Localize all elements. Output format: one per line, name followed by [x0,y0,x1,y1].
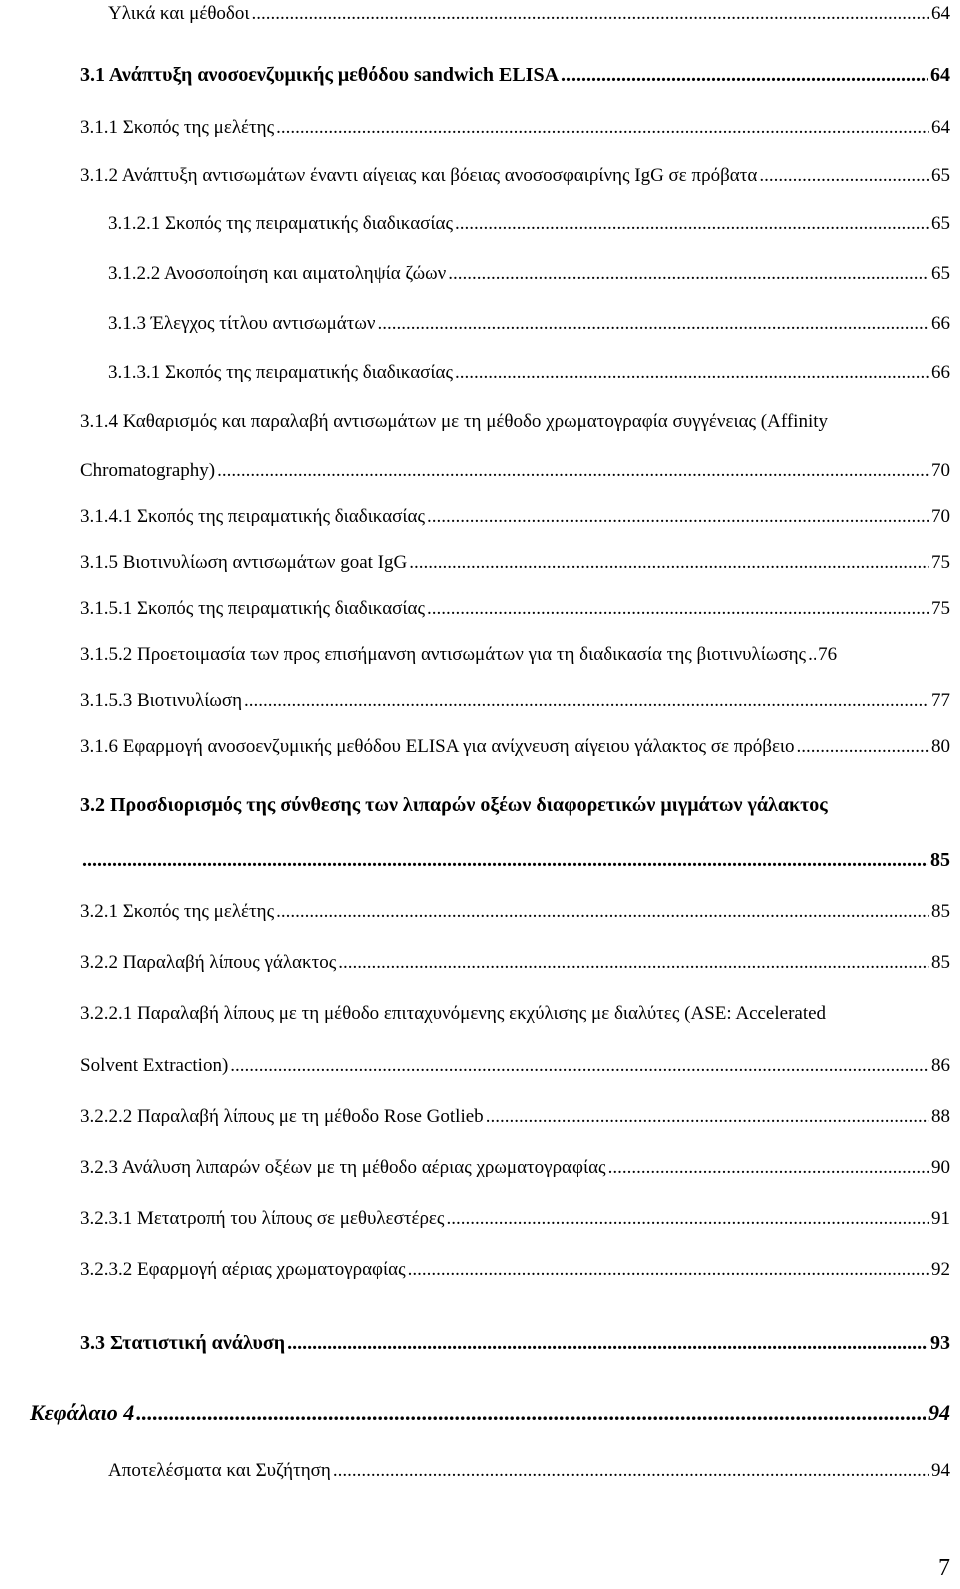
toc-entry[interactable] [108,262,950,286]
toc-entry-page: 77 [931,690,950,711]
toc-entry-page: 85 [931,901,950,922]
toc-entry-title[interactable]: 3.1.4 Καθαρισμός και παραλαβή αντισωμάτων με τη μέθοδο χρωματογραφία συγγένειας (Affinity [80,411,829,432]
toc-leader-dots [287,1331,928,1355]
toc-entry[interactable] [80,951,950,975]
toc-leader-dots [759,164,929,188]
toc-entry[interactable] [108,1459,950,1483]
toc-entry-title: Chromatography) [80,460,216,481]
toc-entry-title[interactable]: 3.2.2.1 Παραλαβή λίπους με τη μέθοδο επιταχυνόμενης εκχύλισης με διαλύτες (ASE: Accelerated [80,1003,827,1024]
toc-leader-dots [446,1207,929,1231]
toc-entry[interactable] [80,900,950,924]
toc-entry-page: 90 [931,1157,950,1178]
toc-entry-title: 3.1.2 Ανάπτυξη αντισωμάτων έναντι αίγειας και βόειας ανοσοσφαιρίνης IgG σε πρόβατα [80,165,758,186]
toc-entry[interactable] [80,848,950,872]
toc-entry-title: 3.3 Στατιστική ανάλυση [80,1332,286,1354]
toc-entry[interactable] [80,164,950,188]
toc-entry-page: 65 [931,165,950,186]
toc-entry-title: 3.1.6 Εφαρμογή ανοσοενζυμικής μεθόδου ELISA για ανίχνευση αίγειου γάλακτος σε πρόβειο [80,736,795,757]
toc-section-heading[interactable]: 3.2 Προσδιορισμός της σύνθεσης των λιπαρών οξέων διαφορετικών μιγμάτων γάλακτος [80,794,828,816]
toc-entry-title: 3.1.3.1 Σκοπός της πειραματικής διαδικασίας [108,362,453,383]
toc-leader-dots [409,551,929,575]
toc-entry-title: 3.1.5.3 Βιοτινυλίωση [80,690,243,711]
toc-entry[interactable] [80,1105,950,1129]
toc-leader-dots [608,1156,929,1180]
toc-leader-dots [230,1054,929,1078]
toc-entry[interactable] [108,2,950,26]
toc-leader-dots [217,459,929,483]
toc-entry-page: 66 [931,313,950,334]
toc-entry-page: 80 [931,736,950,757]
toc-entry-title: 3.1.1 Σκοπός της μελέτης [80,117,275,138]
toc-entry-title: 3.1.3 Έλεγχος τίτλου αντισωμάτων [108,313,376,334]
toc-entry-page: 76 [818,644,838,665]
toc-leader-dots [276,116,929,140]
toc-leader-dots [338,951,929,975]
toc-leader-dots [377,312,929,336]
toc-entry[interactable] [80,735,950,759]
toc-entry[interactable] [80,689,950,713]
toc-entry[interactable] [108,312,950,336]
toc-leader-dots [455,212,929,236]
toc-entry[interactable] [80,1054,950,1078]
toc-leader-dots [82,848,928,872]
toc-entry[interactable] [80,63,950,87]
toc-leader-dots [333,1459,929,1483]
toc-leader-dots [251,2,929,26]
toc-entry[interactable] [80,116,950,140]
toc-entry-title: 3.1.5.1 Σκοπός της πειραματικής διαδικασίας [80,598,425,619]
toc-leader-dots [408,1258,929,1282]
toc-entry-page: 64 [931,117,950,138]
toc-leader-dots [427,505,929,529]
toc-entry-page: 75 [931,598,950,619]
toc-entry-title: Αποτελέσματα και Συζήτηση [108,1460,331,1481]
toc-entry-page: 94 [931,1460,950,1481]
toc-entry-title: Solvent Extraction) [80,1055,229,1076]
toc-entry-title: 3.2.3.1 Μετατροπή του λίπους σε μεθυλεστέρες [80,1208,445,1229]
toc-entry[interactable] [108,212,950,236]
toc-entry-page: 66 [931,362,950,383]
toc-leader-dots [797,735,929,759]
toc-entry-page: 85 [931,952,950,973]
toc-entry-page: 91 [931,1208,950,1229]
toc-entry[interactable] [80,459,950,483]
toc-entry-title: 3.1.4.1 Σκοπός της πειραματικής διαδικασίας [80,506,425,527]
toc-entry[interactable] [80,1207,950,1231]
toc-entry-title: 3.1.5 Βιοτινυλίωση αντισωμάτων goat IgG [80,552,408,573]
toc-entry-title: 3.2.2 Παραλαβή λίπους γάλακτος [80,952,337,973]
toc-entry-title: Κεφάλαιο 4 [30,1400,135,1425]
toc-entry[interactable] [80,597,950,621]
toc-entry[interactable] [80,643,950,667]
toc-leader-dots [561,63,928,87]
toc-leader-dots [448,262,929,286]
toc-entry-title: 3.1.5.2 Προετοιμασία των προς επισήμανση αντισωμάτων για τη διαδικασία της βιοτινυλίωσης [80,644,807,665]
toc-leader-dots [136,1401,926,1425]
toc-entry-page: 70 [931,506,950,527]
toc-entry[interactable] [80,551,950,575]
toc-entry-title: 3.1.2.1 Σκοπός της πειραματικής διαδικασίας [108,213,453,234]
toc-entry-title: 3.2.1 Σκοπός της μελέτης [80,901,275,922]
toc-entry-title: 3.2.3.2 Εφαρμογή αέριας χρωματογραφίας [80,1259,406,1280]
toc-entry[interactable] [80,505,950,529]
toc-leader-dots [276,900,929,924]
toc-leader-dots [244,689,929,713]
toc-entry-title: 3.1.2.2 Ανοσοποίηση και αιματοληψία ζώων [108,263,447,284]
toc-entry[interactable] [80,1258,950,1282]
toc-entry-page: 93 [930,1332,950,1354]
toc-entry[interactable] [80,1156,950,1180]
toc-entry-page: 94 [928,1400,950,1425]
toc-entry-title: 3.1 Ανάπτυξη ανοσοενζυμικής μεθόδου sandwich ELISA [80,64,560,86]
toc-entry-page: 85 [930,849,950,871]
toc-leader-dots [427,597,929,621]
toc-leader-dots [486,1105,929,1129]
toc-entry-page: 65 [931,263,950,284]
toc-leader-dots [455,361,929,385]
toc-entry[interactable] [80,1331,950,1355]
toc-entry-page: 75 [931,552,950,573]
toc-entry-title: Υλικά και μέθοδοι [108,3,250,24]
toc-entry-page: 64 [931,3,950,24]
toc-entry-title: 3.2.2.2 Παραλαβή λίπους με τη μέθοδο Rose Gotlieb [80,1106,484,1127]
toc-leader-dots [808,643,816,667]
toc-entry-page: 92 [931,1259,950,1280]
toc-entry-page: 65 [931,213,950,234]
toc-entry-page: 86 [931,1055,950,1076]
toc-entry-page: 64 [930,64,950,86]
toc-entry[interactable] [108,361,950,385]
toc-entry-page: 88 [931,1106,950,1127]
toc-entry[interactable] [30,1401,950,1425]
toc-entry-title: 3.2.3 Ανάλυση λιπαρών οξέων με τη μέθοδο αέριας χρωματογραφίας [80,1157,606,1178]
page-number: 7 [938,1555,950,1581]
toc-entry-page: 70 [931,460,950,481]
